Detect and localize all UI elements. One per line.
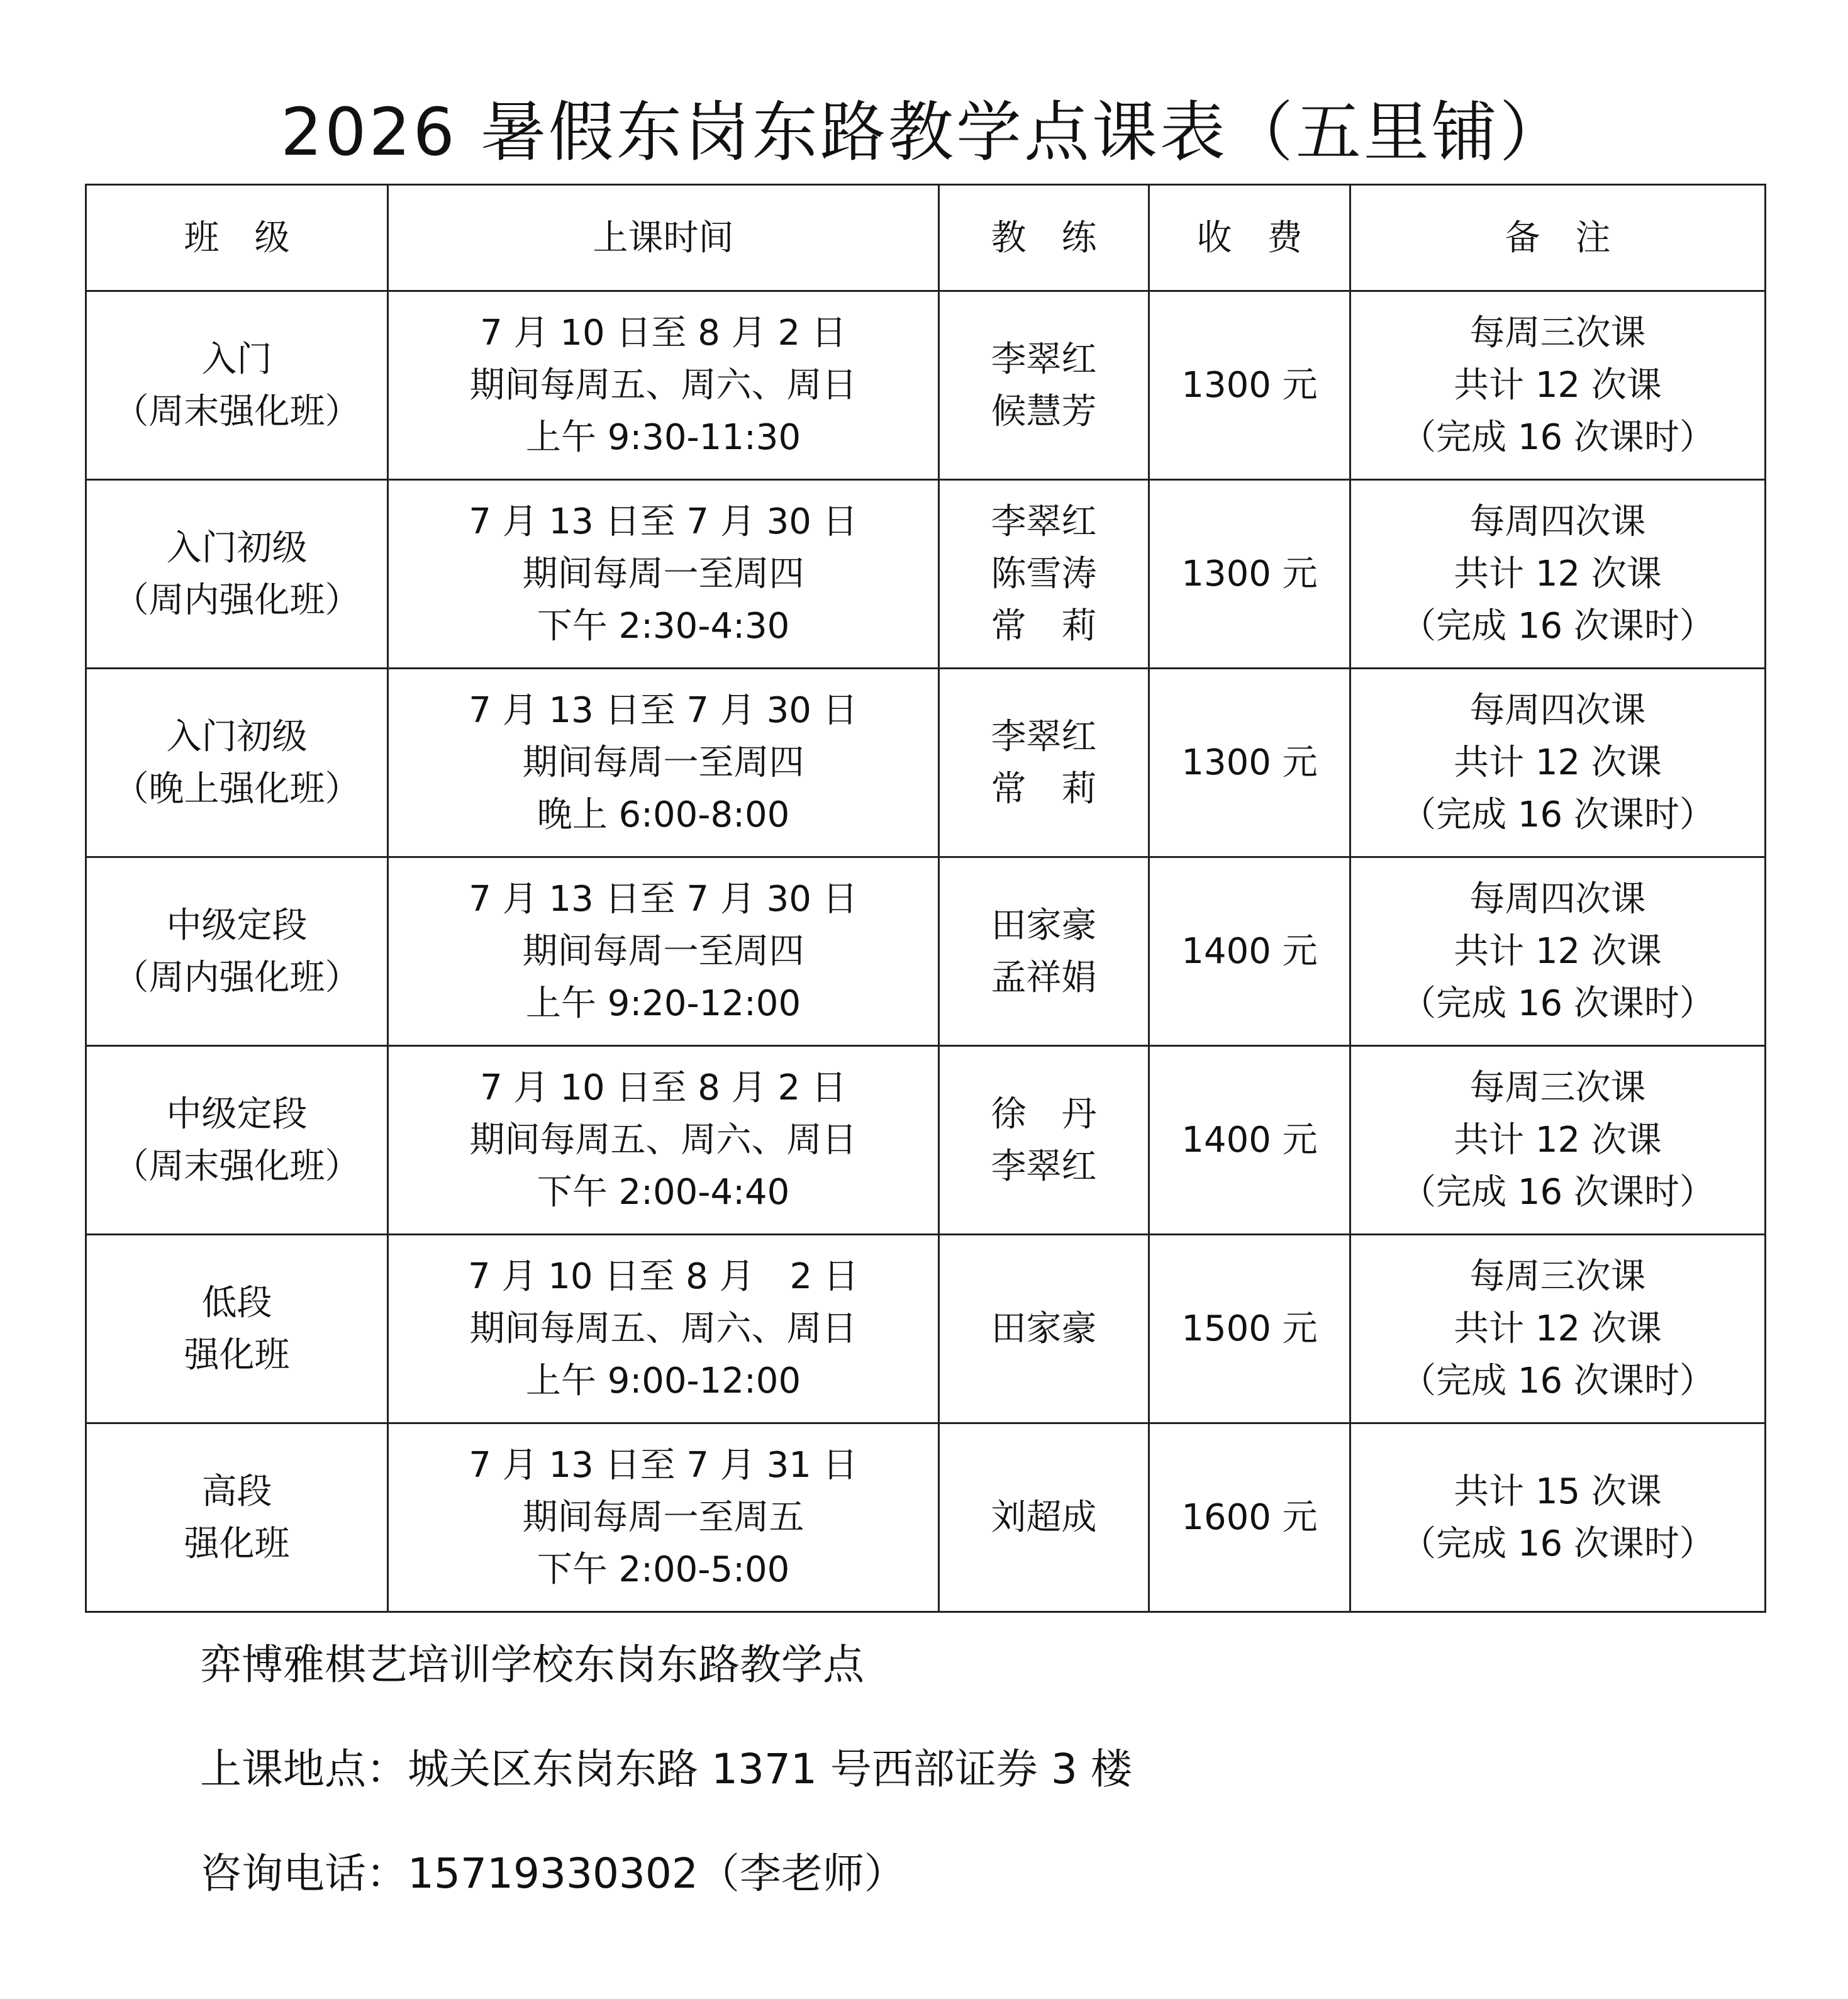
header-class: 班 级 (86, 185, 388, 291)
class-line: 高段 (201, 1471, 272, 1512)
fee-cell: 1400 元 (1149, 1046, 1350, 1235)
header-notes: 备 注 (1350, 185, 1766, 291)
class-cell (86, 480, 388, 669)
notes-cell (1350, 857, 1766, 1046)
time-line: 7 月 10 日至 8 月 2 日 (480, 313, 847, 354)
notes-line: 每周三次课 (1469, 1256, 1646, 1297)
class-cell (86, 1046, 388, 1235)
notes-line: 共计 12 次课 (1454, 1308, 1662, 1349)
time-line: 期间每周一至周四 (522, 742, 804, 783)
table-row (86, 480, 1766, 669)
table-row (86, 1423, 1766, 1612)
class-address: 上课地点：城关区东岗东路 1371 号西部证券 3 楼 (200, 1745, 1132, 1793)
notes-line: 共计 12 次课 (1454, 1120, 1662, 1161)
table-row (86, 669, 1766, 857)
notes-line: （完成 16 次课时） (1401, 983, 1715, 1024)
class-cell (86, 1423, 388, 1612)
time-line: 7 月 13 日至 7 月 30 日 (469, 690, 858, 731)
time-cell (388, 857, 939, 1046)
coach-line: 常 莉 (991, 606, 1097, 647)
notes-line: 每周四次课 (1469, 690, 1646, 731)
time-line: 期间每周五、周六、周日 (469, 1120, 857, 1161)
table-row (86, 857, 1766, 1046)
table-row (86, 291, 1766, 480)
time-line: 下午 2:00-5:00 (537, 1549, 790, 1590)
coach-line: 刘超成 (991, 1497, 1097, 1538)
coach-cell (939, 1046, 1149, 1235)
class-line: 入门 (201, 338, 272, 380)
school-name: 弈博雅棋艺培训学校东岗东路教学点 (200, 1640, 864, 1689)
fee-cell: 1600 元 (1149, 1423, 1350, 1612)
notes-line: 共计 15 次课 (1454, 1471, 1662, 1512)
time-line: 期间每周五、周六、周日 (469, 1308, 857, 1349)
notes-line: 每周三次课 (1469, 1067, 1646, 1108)
time-cell (388, 1423, 939, 1612)
coach-line: 田家豪 (991, 905, 1097, 946)
class-cell (86, 1235, 388, 1423)
class-line: （周内强化班） (113, 579, 360, 621)
coach-line: 田家豪 (991, 1308, 1097, 1349)
time-line: 7 月 10 日至 8 月 2 日 (480, 1067, 847, 1108)
coach-line: 李翠红 (991, 1145, 1097, 1187)
class-line: （周内强化班） (113, 957, 360, 998)
coach-cell (939, 857, 1149, 1046)
notes-cell (1350, 1235, 1766, 1423)
notes-line: 每周四次课 (1469, 501, 1646, 542)
notes-line: 共计 12 次课 (1454, 742, 1662, 783)
time-line: 7 月 13 日至 7 月 30 日 (469, 501, 858, 542)
notes-cell (1350, 1046, 1766, 1235)
coach-cell (939, 1235, 1149, 1423)
time-cell (388, 669, 939, 857)
notes-line: （完成 16 次课时） (1401, 1172, 1715, 1213)
coach-line: 陈雪涛 (991, 554, 1097, 594)
table-header-row (86, 185, 1766, 291)
fee-cell: 1300 元 (1149, 669, 1350, 857)
time-cell (388, 1235, 939, 1423)
coach-line: 候慧芳 (991, 391, 1097, 432)
fee-cell: 1400 元 (1149, 857, 1350, 1046)
class-line: （晚上强化班） (113, 768, 360, 810)
coach-cell (939, 1423, 1149, 1612)
class-line: 强化班 (184, 1523, 290, 1564)
time-line: 期间每周一至周四 (522, 931, 804, 972)
page-title: 2026 暑假东岗东路教学点课表（五里铺） (281, 94, 1567, 170)
notes-line: （完成 16 次课时） (1401, 1361, 1715, 1401)
time-line: 期间每周一至周四 (522, 554, 804, 594)
coach-line: 李翠红 (991, 716, 1097, 757)
time-cell (388, 1046, 939, 1235)
header-fee: 收 费 (1149, 185, 1350, 291)
schedule-table (85, 184, 1766, 1613)
class-cell (86, 291, 388, 480)
time-line: 期间每周一至周五 (522, 1497, 804, 1538)
time-line: 7 月 13 日至 7 月 30 日 (469, 879, 858, 920)
notes-cell (1350, 1423, 1766, 1612)
notes-line: 共计 12 次课 (1454, 554, 1662, 594)
time-line: 期间每周五、周六、周日 (469, 365, 857, 406)
notes-cell (1350, 669, 1766, 857)
notes-line: （完成 16 次课时） (1401, 417, 1715, 458)
class-line: 入门初级 (166, 716, 308, 757)
class-line: （周末强化班） (113, 391, 360, 432)
class-line: （周末强化班） (113, 1145, 360, 1187)
notes-line: （完成 16 次课时） (1401, 606, 1715, 647)
fee-cell: 1500 元 (1149, 1235, 1350, 1423)
notes-line: 每周四次课 (1469, 879, 1646, 920)
header-coach: 教 练 (939, 185, 1149, 291)
coach-line: 徐 丹 (991, 1093, 1097, 1135)
time-line: 下午 2:00-4:40 (537, 1172, 790, 1213)
notes-line: （完成 16 次课时） (1401, 1523, 1715, 1564)
class-line: 中级定段 (166, 1093, 308, 1135)
class-line: 入门初级 (166, 527, 308, 569)
notes-cell (1350, 291, 1766, 480)
fee-cell: 1300 元 (1149, 291, 1350, 480)
coach-line: 李翠红 (991, 338, 1097, 380)
notes-line: 共计 12 次课 (1454, 365, 1662, 406)
class-line: 强化班 (184, 1334, 290, 1376)
time-cell (388, 480, 939, 669)
table-row (86, 1235, 1766, 1423)
notes-line: 每周三次课 (1469, 313, 1646, 354)
time-cell (388, 291, 939, 480)
time-line: 晚上 6:00-8:00 (537, 794, 790, 835)
coach-line: 孟祥娟 (991, 957, 1097, 998)
class-cell (86, 857, 388, 1046)
coach-cell (939, 669, 1149, 857)
notes-line: （完成 16 次课时） (1401, 794, 1715, 835)
time-line: 上午 9:00-12:00 (525, 1361, 801, 1401)
class-cell (86, 669, 388, 857)
coach-cell (939, 291, 1149, 480)
fee-cell: 1300 元 (1149, 480, 1350, 669)
coach-cell (939, 480, 1149, 669)
table-row (86, 1046, 1766, 1235)
coach-line: 常 莉 (991, 768, 1097, 810)
time-line: 7 月 13 日至 7 月 31 日 (469, 1445, 858, 1486)
time-line: 上午 9:20-12:00 (525, 983, 801, 1024)
contact-phone: 咨询电话：15719330302（李老师） (200, 1849, 906, 1898)
time-line: 下午 2:30-4:30 (537, 606, 790, 647)
notes-cell (1350, 480, 1766, 669)
time-line: 7 月 10 日至 8 月 2 日 (468, 1256, 859, 1297)
time-line: 上午 9:30-11:30 (525, 417, 801, 458)
class-line: 中级定段 (166, 905, 308, 946)
class-line: 低段 (201, 1282, 272, 1323)
header-time: 上课时间 (388, 185, 939, 291)
coach-line: 李翠红 (991, 501, 1097, 542)
notes-line: 共计 12 次课 (1454, 931, 1662, 972)
